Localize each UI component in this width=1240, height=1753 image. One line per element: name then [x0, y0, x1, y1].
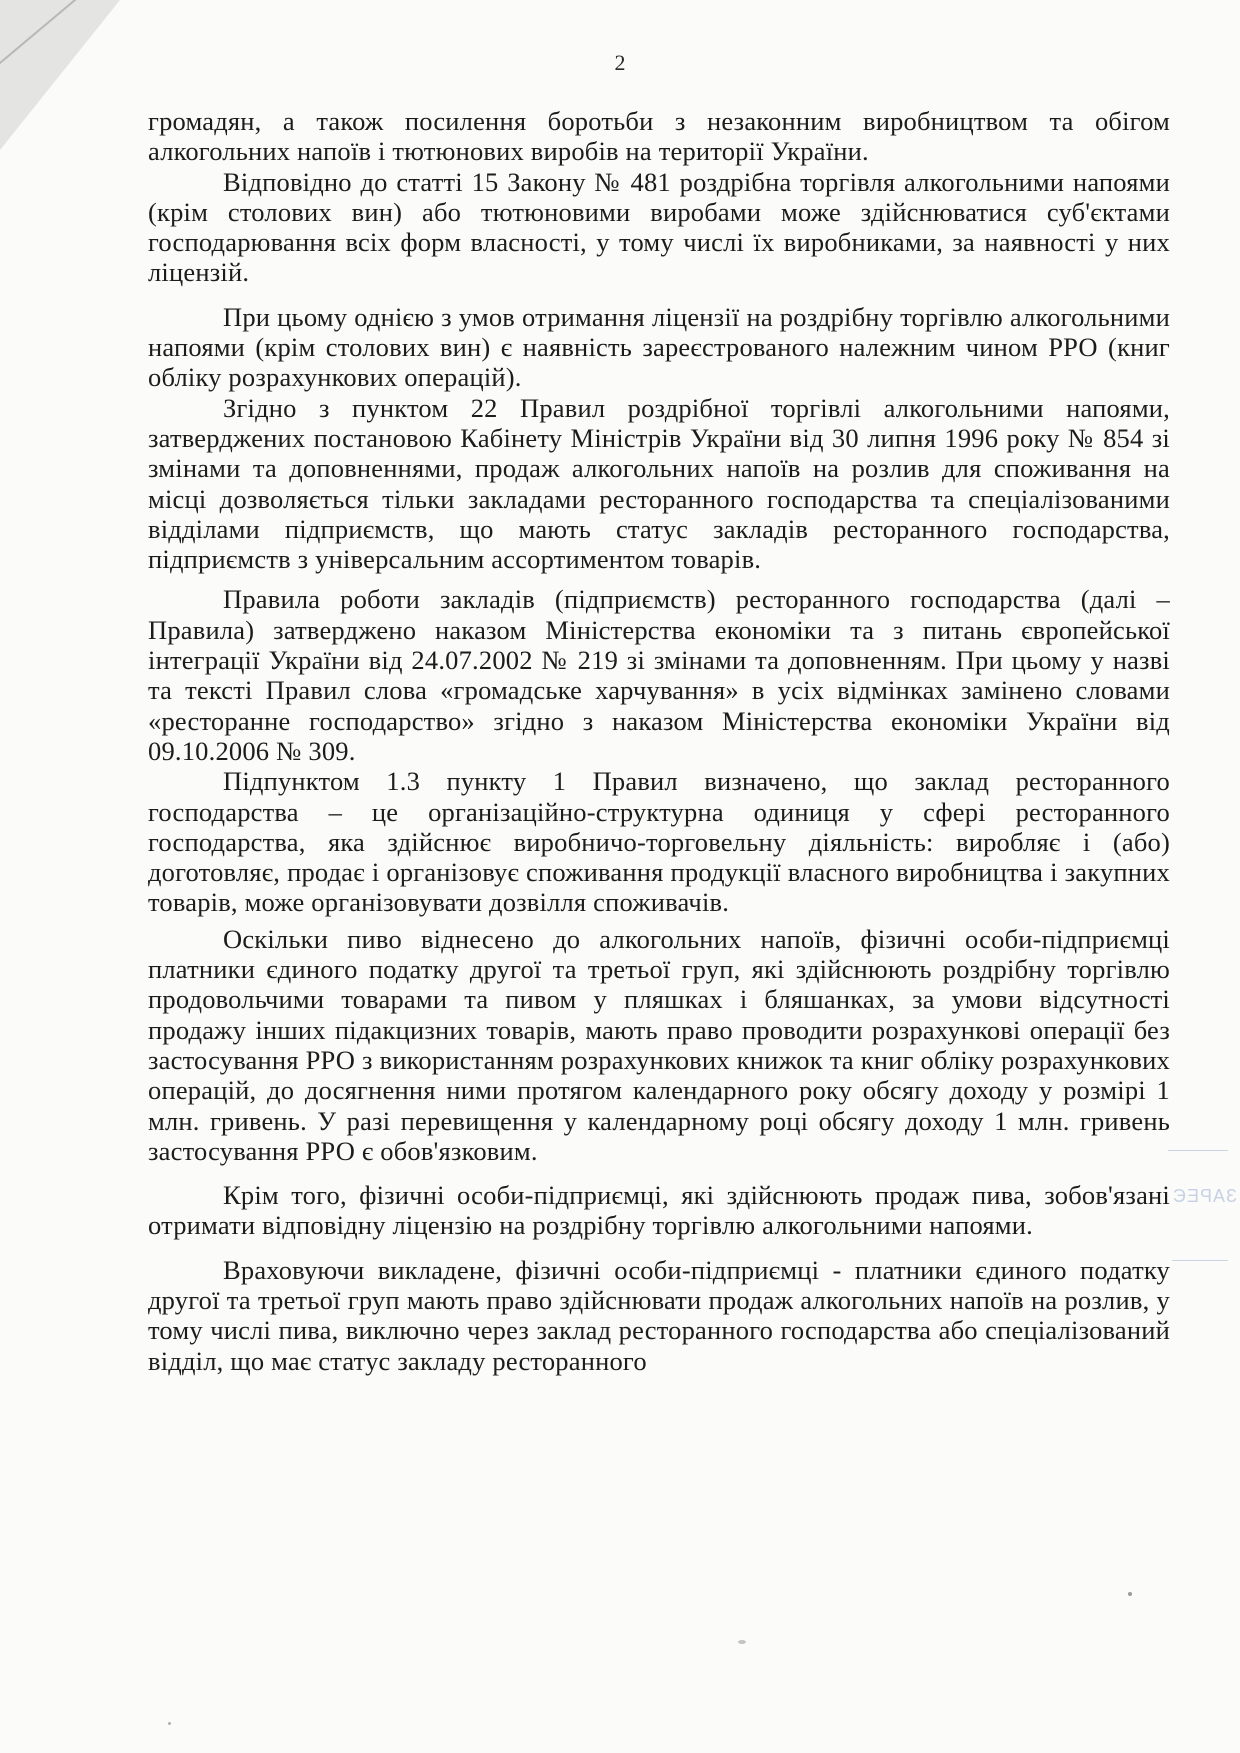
paragraph-subclause-1-3: Підпунктом 1.3 пункту 1 Правил визначено, що заклад ресторанного господарства – це організаційно-структурна одиниця у сфері ресторанного господарства, яка здійснює виробничо-торговельну діяльність: виробляє і (або) доготовляє, продає і організовує споживання продукції власного виробництва і закупних товарів, може організовувати дозвілля споживачів. — [148, 766, 1170, 918]
stamp-edge-line — [1168, 1150, 1228, 1151]
paragraph-license-condition: При цьому однією з умов отримання ліцензії на роздрібну торгівлю алкогольними напоями (крім столових вин) є наявність зареєстрованого належним чином РРО (книг обліку розрахункових операцій). — [148, 301, 1170, 393]
paragraph-restaurant-rules: Правила роботи закладів (підприємств) ресторанного господарства (далі – Правила) затверджено наказом Міністерства економіки та з питань європейської інтеграції України від 24.07.2002 № 219 зі змінами та доповненням. При цьому у назві та тексті Правил слова «громадське харчування» в усіх відмінках замінено словами «ресторанне господарство» згідно з наказом Міністерства економіки України від 09.10.2006 № 309. — [148, 584, 1170, 766]
scan-speck — [738, 1640, 746, 1644]
paragraph-beer-license: Крім того, фізичні особи-підприємці, які здійснюють продаж пива, зобов'язані отримати відповідну ліцензію на роздрібну торгівлю алкогольними напоями. — [148, 1180, 1170, 1241]
page-number: 2 — [614, 50, 626, 75]
paragraph-article-15: Відповідно до статті 15 Закону № 481 роздрібна торгівля алкогольними напоями (крім столових вин) або тютюновими виробами може здійснюватися суб'єктами господарювання всіх форм власності, у тому числі їх виробниками, за наявності у них ліцензій. — [148, 166, 1170, 288]
scan-speck — [168, 1722, 171, 1725]
paragraph-beer-single-tax: Оскільки пиво віднесено до алкогольних напоїв, фізичні особи-підприємці платники єдиного податку другої та третьої груп, які здійснюють роздрібну торгівлю продовольчими товарами та пивом у пляшках і бляшанках, за умови відсутності продажу інших підакцизних товарів, мають право проводити розрахункові операції без застосування РРО з використанням розрахункових книжок та книг обліку розрахункових операцій, до досягнення ними протягом календарного року обсягу доходу у розмірі 1 млн. гривень. У разі перевищення у календарному році обсягу доходу 1 млн. гривень застосування РРО є обов'язковим. — [148, 923, 1170, 1166]
paragraph-rules-22: Згідно з пунктом 22 Правил роздрібної торгівлі алкогольними напоями, затверджених постановою Кабінету Міністрів України від 30 липня 1996 року № 854 зі змінами та доповненнями, продаж алкогольних напоїв на розлив для споживання на місці дозволяється тільки закладами ресторанного господарства та спеціалізованими відділами підприємств, що мають статус закладів ресторанного господарства, підприємств з універсальним ассортиментом товарів. — [148, 392, 1170, 575]
paragraph-conclusion: Враховуючи викладене, фізичні особи-підприємці - платники єдиного податку другої та третьої груп мають право здійснювати продаж алкогольних напоїв на розлив, у тому числі пива, виключно через заклад ресторанного господарства або спеціалізований відділ, що має статус закладу ресторанного — [148, 1254, 1170, 1376]
stamp-fragment: ЗАРЕЄ — [1172, 1186, 1237, 1206]
paragraph-continuation: громадян, а також посилення боротьби з незаконним виробництвом та обігом алкогольних напоїв і тютюнових виробів на території України. — [148, 106, 1170, 167]
document-body — [148, 106, 1170, 1376]
scan-speck — [1128, 1592, 1132, 1596]
stamp-edge-line — [1172, 1260, 1228, 1261]
